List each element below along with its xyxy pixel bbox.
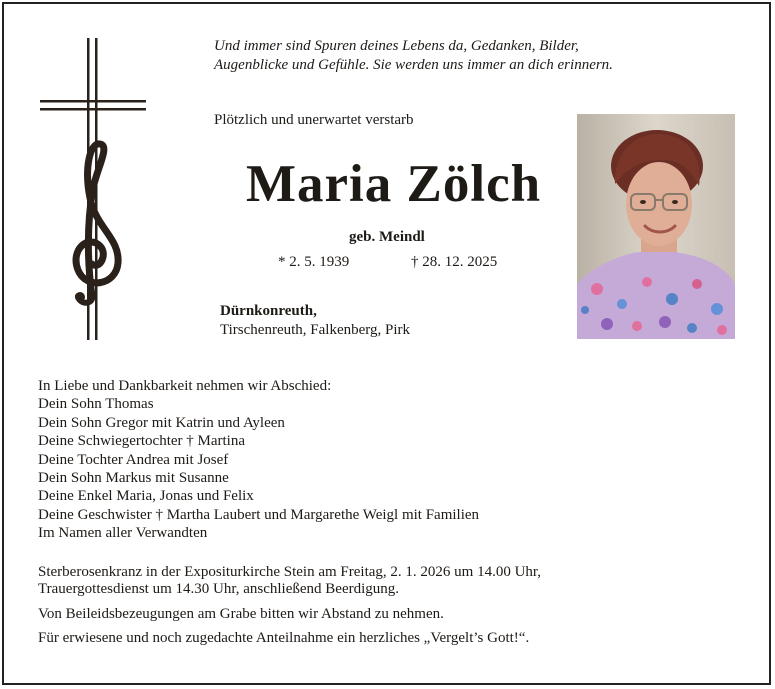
portrait-illustration: [577, 114, 735, 339]
places-other: Tirschenreuth, Falkenberg, Pirk: [220, 322, 410, 338]
list-item: Dein Sohn Gregor mit Katrin und Ayleen: [38, 414, 285, 431]
service-line-1: Sterberosenkranz in der Expositurkirche Stein am Freitag, 2. 1. 2026 um 14.00 Uhr,: [38, 564, 542, 580]
list-item: Deine Schwiegertochter † Martina: [38, 433, 246, 450]
mourners-list: [38, 377, 479, 543]
list-item: Dein Sohn Markus mit Susanne: [38, 470, 229, 487]
list-item: Deine Geschwister † Martha Laubert und Margarethe Weigl mit Familien: [38, 506, 480, 523]
quote-line-1: Und immer sind Spuren deines Lebens da, Gedanken, Bilder,: [214, 38, 579, 54]
portrait-photo: [577, 114, 735, 339]
cross-treble-clef-icon: [38, 38, 150, 343]
memorial-quote: [214, 37, 684, 75]
condolence-note: Von Beileidsbezeugungen am Grabe bitten wir Abstand zu nehmen.: [38, 606, 444, 622]
service-notes: [38, 564, 541, 647]
birth-date: * 2. 5. 1939: [278, 254, 350, 270]
list-item: Dein Sohn Thomas: [38, 396, 154, 413]
place-primary: Dürnkonreuth,: [220, 303, 317, 319]
death-date: † 28. 12. 2025: [411, 254, 498, 270]
deceased-name: Maria Zölch: [246, 155, 542, 213]
thanks-note: Für erwiesene und noch zugedachte Anteilnahme ein herzliches „Vergelt’s Gott!“.: [38, 630, 530, 646]
list-item: Deine Tochter Andrea mit Josef: [38, 451, 229, 468]
service-line-2: Trauergottesdienst um 14.30 Uhr, anschließend Beerdigung.: [38, 581, 400, 597]
maiden-name: geb. Meindl: [349, 229, 425, 245]
list-item: Deine Enkel Maria, Jonas und Felix: [38, 488, 254, 505]
mourners-heading: In Liebe und Dankbarkeit nehmen wir Abschied:: [38, 378, 332, 394]
list-item: Im Namen aller Verwandten: [38, 525, 208, 542]
quote-line-2: Augenblicke und Gefühle. Sie werden uns immer an dich erinnern.: [214, 57, 613, 73]
intro-text: Plötzlich und unerwartet verstarb: [214, 112, 414, 128]
